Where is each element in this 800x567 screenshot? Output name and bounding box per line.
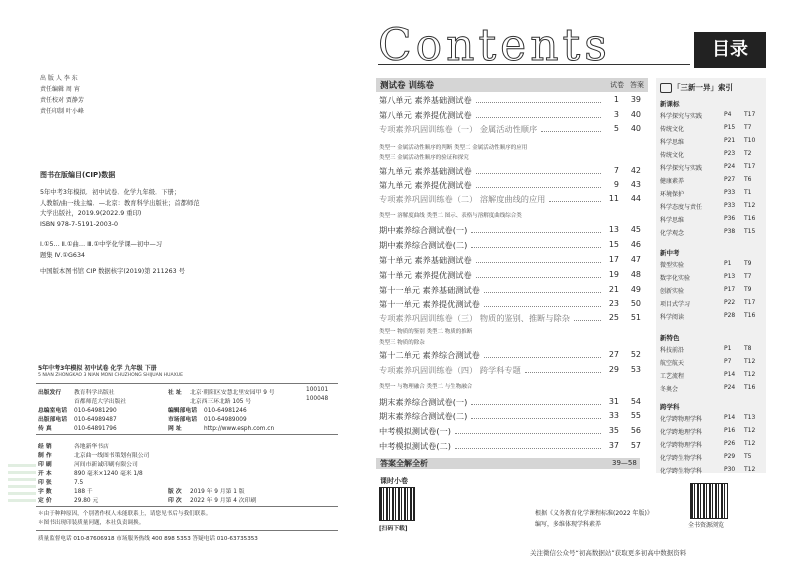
index-item-page: P22: [724, 299, 736, 306]
pub-row: 出版发行 教育科学出版社: [38, 390, 115, 396]
index-item-label: 科学思维: [660, 139, 685, 146]
index-item-label: 冬奥会: [660, 386, 679, 393]
index-item: [660, 414, 764, 424]
index-item-label: 科学探究与实践: [660, 113, 703, 120]
toc-leader-dots: [471, 247, 601, 248]
toc-row-label: 第八单元 素养基础测试卷: [379, 95, 472, 105]
bottom-note: 根据《义务教育化学课程标准(2022 年版)》: [535, 510, 653, 517]
toc-row-answer-page: 40: [630, 124, 641, 133]
index-group-title: 新特色: [660, 334, 680, 342]
index-item-label: 化学跨生物学科: [660, 455, 703, 462]
toc-row: [379, 411, 641, 424]
toc-row: [379, 180, 641, 193]
index-item: [660, 176, 764, 186]
index-item-page: P23: [724, 150, 736, 157]
index-item-question: T10: [744, 137, 756, 144]
toc-row-answer-page: 55: [630, 411, 641, 420]
print-row: 制 作 北京曲一线图书策划有限公司: [38, 453, 150, 459]
print-row-2: 版 次 2019 年 9 月第 1 版: [168, 489, 245, 495]
toc-row: [379, 270, 641, 283]
toc-leader-dots: [574, 320, 601, 321]
toc-row: [379, 110, 641, 123]
print-row-2: 印 次 2022 年 9 月第 4 次印刷: [168, 498, 257, 504]
pub-row-2: 编辑部电话 010-64981246: [168, 408, 247, 414]
index-group-title: 跨学科: [660, 403, 680, 411]
index-item-page: P26: [724, 440, 736, 447]
print-row: 开 本 890 毫米×1240 毫米 1/8: [38, 471, 143, 477]
toc-row-label: 第十一单元 素养提优测试卷: [379, 299, 480, 309]
index-item: [660, 440, 764, 450]
qr2-caption: 全书资源浏览: [688, 522, 725, 529]
toc-row-answer-page: 39: [630, 95, 641, 104]
toc-row-label: 期中素养综合测试卷(二): [379, 240, 468, 250]
index-item-page: P7: [724, 358, 732, 365]
index-item-question: T16: [744, 215, 756, 222]
toc-row-test-page: 5: [613, 124, 619, 133]
toc-row-test-page: 23: [608, 299, 619, 308]
index-item-page: P28: [724, 312, 736, 319]
col-answer-label: 答案: [630, 81, 644, 89]
toc-row-label: 中考模拟测试卷(二): [379, 441, 451, 451]
index-item-label: 传统文化: [660, 152, 685, 159]
index-item: [660, 124, 764, 134]
index-item-page: P15: [724, 124, 736, 131]
cip-line: 中国版本图书馆 CIP 数据核字(2019)第 211263 号: [40, 268, 185, 275]
toc-row-label: 第十二单元 素养综合测试卷: [379, 350, 480, 360]
toc-leader-dots: [455, 448, 601, 449]
index-item: [660, 111, 764, 121]
index-item: [660, 345, 764, 355]
index-item-page: P33: [724, 189, 736, 196]
index-item-label: 科学阅读: [660, 314, 685, 321]
index-item-page: P30: [724, 466, 736, 473]
index-item-question: T13: [744, 414, 756, 421]
col-test-label: 试卷: [610, 81, 624, 89]
toc-row-test-page: 33: [608, 411, 619, 420]
index-item: [660, 371, 764, 381]
index-item-label: 工艺流程: [660, 373, 685, 380]
toc-row: [379, 397, 641, 410]
book-pinyin: 5 NIAN ZHONGKAO 3 NIAN MONI CHUZHONG SHIJUAN HUAXUE: [38, 373, 184, 378]
section-header-label: 测试卷 训练卷: [380, 81, 434, 91]
contents-title: Contents: [378, 20, 611, 71]
note-line: ＊由于种种原因，个别著作权人未能联系上，请您见书后与我们联系。: [38, 511, 212, 517]
toc-row-answer-page: 53: [630, 365, 641, 374]
pub-row: 出版部电话 010-64989487: [38, 417, 117, 423]
toc-leader-dots: [476, 173, 601, 174]
toc-row-label: 专项素养巩固训练卷（一） 金属活动性顺序: [379, 124, 538, 134]
toc-row-test-page: 15: [608, 240, 619, 249]
cip-line: Ⅰ.①5… Ⅱ.①曲… Ⅲ.①中学化学课—初中—习: [40, 241, 163, 248]
index-item-question: T2: [744, 150, 752, 157]
index-item-label: 微型实验: [660, 262, 685, 269]
toc-row: [379, 95, 641, 108]
cip-title: 图书在版编目(CIP)数据: [40, 171, 116, 179]
toc-row-test-page: 29: [608, 365, 619, 374]
index-item-question: T6: [744, 176, 752, 183]
toc-row-answer-page: 42: [630, 166, 641, 175]
index-item-label: 化学跨生物学科: [660, 468, 703, 475]
index-item-page: P4: [724, 111, 732, 118]
index-item-page: P24: [724, 163, 736, 170]
pub-row: 传 真 010-64891796: [38, 426, 117, 432]
index-item: [660, 202, 764, 212]
toc-row-label: 第八单元 素养提优测试卷: [379, 110, 472, 120]
toc-leader-dots: [549, 201, 601, 202]
index-item-question: T17: [744, 163, 756, 170]
index-item-question: T16: [744, 384, 756, 391]
index-item-label: 健康素养: [660, 178, 685, 185]
cip-line: 题集 Ⅳ.①G634: [40, 251, 85, 259]
toc-row-label: 专项素养巩固训练卷（三） 物质的鉴别、推断与除杂: [379, 313, 570, 323]
index-item-question: T9: [744, 286, 752, 293]
credit-line: 责任校对 贾静芳: [40, 97, 84, 104]
index-item: [660, 163, 764, 173]
toc-row-label: 期末素养综合测试卷(一): [379, 397, 468, 407]
answer-bar-pages: 39—58: [612, 459, 637, 467]
toc-row-answer-page: 40: [630, 110, 641, 119]
toc-row: [379, 225, 641, 238]
toc-row-test-page: 37: [608, 441, 619, 450]
toc-row: [379, 285, 641, 298]
qr-code-icon[interactable]: [379, 487, 415, 521]
mulu-label: 目录: [694, 32, 766, 68]
toc-leader-dots: [484, 357, 601, 358]
index-item-label: 科技前沿: [660, 347, 685, 354]
index-item-page: P16: [724, 427, 736, 434]
index-item-question: T16: [744, 312, 756, 319]
index-item-page: P38: [724, 228, 736, 235]
index-item-question: T12: [744, 358, 756, 365]
index-item-question: T7: [744, 273, 752, 280]
toc-row-answer-page: 52: [630, 350, 641, 359]
print-row: 印 刷 河间市新诚印刷有限公司: [38, 462, 138, 468]
cip-line: 人教版/曲一线主编．—北京：教育科学出版社；首都师范: [40, 199, 200, 207]
page-footer: 关注微信公众号“初高数据站”获取更多初高中数据资料: [530, 549, 687, 557]
sub-types: 类型一 物质的鉴别 类型二 物质的推断: [379, 329, 473, 335]
toc-leader-dots: [476, 187, 601, 188]
toc-leader-dots: [476, 117, 601, 118]
index-item-question: T12: [744, 466, 756, 473]
index-item-page: P33: [724, 202, 736, 209]
index-item: [660, 260, 764, 270]
toc-leader-dots: [484, 292, 601, 293]
index-item-question: T1: [744, 189, 752, 196]
toc-row-answer-page: 48: [630, 270, 641, 279]
toc-row-test-page: 21: [608, 285, 619, 294]
toc-row-answer-page: 43: [630, 180, 641, 189]
qr1-title: 课时小卷: [380, 477, 408, 485]
toc-row-answer-page: 50: [630, 299, 641, 308]
toc-leader-dots: [541, 131, 601, 132]
index-item: [660, 273, 764, 283]
index-item-page: P1: [724, 345, 732, 352]
index-item-label: 项目式学习: [660, 301, 691, 308]
index-group-title: 新中考: [660, 249, 680, 257]
index-item-label: 化学跨物理学科: [660, 416, 703, 423]
toc-row: [379, 426, 641, 439]
index-item-label: 环境保护: [660, 191, 685, 198]
toc-row-label: 第九单元 素养基础测试卷: [379, 166, 472, 176]
index-item-page: P14: [724, 371, 736, 378]
index-item: [660, 228, 764, 238]
index-item-question: T8: [744, 345, 752, 352]
cip-line: ISBN 978-7-5191-2003-0: [40, 220, 119, 228]
index-item-label: 传统文化: [660, 126, 685, 133]
notes: [38, 510, 211, 528]
toc-row-test-page: 3: [613, 110, 619, 119]
index-item-question: T12: [744, 202, 756, 209]
index-item: [660, 427, 764, 437]
index-title: 「三新一异」索引: [673, 83, 733, 92]
index-item-label: 化学观念: [660, 230, 685, 237]
toc-row-test-page: 19: [608, 270, 619, 279]
pub-row-2: 社 址 北京·朝阳区安慧北里安园甲 9 号: [168, 390, 275, 396]
answer-bar-label: 答案全解全析: [380, 459, 428, 468]
index-item-page: P14: [724, 414, 736, 421]
index-item: [660, 453, 764, 463]
toc-row: [379, 299, 641, 312]
bottom-note: 编写，多维体现学科素养: [535, 521, 602, 528]
index-item: [660, 312, 764, 322]
index-item-question: T17: [744, 111, 756, 118]
toc-row: [379, 194, 641, 207]
toc-leader-dots: [471, 232, 601, 233]
cip-line: 大学出版社，2019.9(2022.9 重印): [40, 210, 142, 217]
toc-row-answer-page: 47: [630, 255, 641, 264]
toc-row-test-page: 35: [608, 426, 619, 435]
toc-row-label: 期末素养综合测试卷(二): [379, 411, 468, 421]
sub-types: 类型一 与物理融合 类型二 与生物融合: [379, 384, 473, 390]
index-item: [660, 384, 764, 394]
toc-leader-dots: [471, 418, 601, 419]
index-item-page: P24: [724, 384, 736, 391]
sub-types: 类型一 溶解度曲线 类型二 图示、表格与溶解度曲线综合类: [379, 213, 522, 219]
cip-block: [40, 188, 200, 278]
index-item-question: T12: [744, 440, 756, 447]
toc-row-test-page: 1: [613, 95, 619, 104]
index-item-label: 科学态度与责任: [660, 204, 703, 211]
zip: 100101: [306, 387, 329, 393]
toc-row-label: 第十一单元 素养基础测试卷: [379, 285, 480, 295]
toc-row-test-page: 11: [608, 194, 619, 203]
footer-phones: 质量监督电话 010-87606918 市场服务热线 400 898 5353 答疑电话 010-63735353: [38, 536, 258, 542]
note-line: ＊图书出现印装质量问题，本社负责调换。: [38, 520, 145, 526]
index-item-page: P27: [724, 176, 736, 183]
toc-row-label: 期中素养综合测试卷(一): [379, 225, 468, 235]
cip-line: 5年中考3年模拟．初中试卷．化学九年级．下册；: [40, 189, 181, 196]
index-item-page: P36: [724, 215, 736, 222]
index-item-page: P29: [724, 453, 736, 460]
pub-row-2: 网 址 http://www.esph.com.cn: [168, 426, 275, 432]
toc-row-test-page: 9: [613, 180, 619, 189]
index-item-question: T7: [744, 124, 752, 131]
toc-row: [379, 313, 641, 326]
toc-row: [379, 365, 641, 378]
title-rule: [378, 64, 690, 65]
toc-row-answer-page: 57: [630, 441, 641, 450]
index-icon: [660, 83, 672, 93]
pub-row-2: 北京西三环北路 105 号: [190, 399, 252, 405]
toc-row: [379, 166, 641, 179]
toc-row-test-page: 13: [608, 225, 619, 234]
index-group-title: 新课标: [660, 100, 680, 108]
toc-row: [379, 124, 641, 137]
index-item-label: 化学跨地理学科: [660, 429, 703, 436]
toc-row-answer-page: 49: [630, 285, 641, 294]
index-item-label: 科学思维: [660, 217, 685, 224]
index-item-label: 数字化实验: [660, 275, 691, 282]
pub-row: 总编室电话 010-64981290: [38, 408, 117, 414]
toc-row: [379, 240, 641, 253]
print-row: 定 价 29.80 元: [38, 498, 99, 504]
toc-leader-dots: [525, 372, 601, 373]
index-item: [660, 358, 764, 368]
index-item-question: T17: [744, 299, 756, 306]
sub-types: 类型三 物质的除杂: [379, 340, 425, 346]
credit-line: 出 版 人 李 东: [40, 75, 78, 82]
toc-row-test-page: 31: [608, 397, 619, 406]
pub-row: 首都师范大学出版社: [74, 399, 127, 405]
toc-row-answer-page: 51: [630, 313, 641, 322]
toc-row-answer-page: 44: [630, 194, 641, 203]
toc-row-label: 第十单元 素养基础测试卷: [379, 255, 472, 265]
print-row: 经 销 各地新华书店: [38, 444, 109, 450]
toc-row-test-page: 27: [608, 350, 619, 359]
toc-row-answer-page: 45: [630, 225, 641, 234]
toc-row-label: 专项素养巩固训练卷（二） 溶解度曲线的应用: [379, 194, 546, 204]
index-item: [660, 215, 764, 225]
toc-row-answer-page: 56: [630, 426, 641, 435]
index-item-label: 化学跨物理学科: [660, 442, 703, 449]
toc-row: [379, 350, 641, 363]
watermark: [8, 462, 36, 502]
index-item: [660, 299, 764, 309]
credits: [40, 73, 84, 117]
toc-leader-dots: [455, 433, 601, 434]
index-item-page: P1: [724, 260, 732, 267]
sub-types: 类型三 金属活动性顺序的验证和探究: [379, 155, 469, 161]
index-item-question: T12: [744, 427, 756, 434]
index-item-page: P17: [724, 286, 736, 293]
toc-row-test-page: 7: [613, 166, 619, 175]
toc-row-answer-page: 54: [630, 397, 641, 406]
index-item-label: 科学探究与实践: [660, 165, 703, 172]
toc-row: [379, 441, 641, 454]
credit-line: 责任编辑 周 宵: [40, 86, 80, 93]
index-item: [660, 286, 764, 296]
toc-row-test-page: 17: [608, 255, 619, 264]
qr-code-icon[interactable]: [690, 483, 728, 519]
index-item-label: 航空航天: [660, 360, 685, 367]
print-row: 印 张 7.5: [38, 480, 84, 486]
qr1-caption: [扫码下载]: [379, 526, 408, 532]
index-item: [660, 137, 764, 147]
index-item: [660, 189, 764, 199]
index-item-page: P21: [724, 137, 736, 144]
toc-row-answer-page: 46: [630, 240, 641, 249]
toc-leader-dots: [476, 102, 601, 103]
toc-row-test-page: 25: [608, 313, 619, 322]
toc-row: [379, 255, 641, 268]
index-item-page: P13: [724, 273, 736, 280]
toc-row-label: 第十单元 素养提优测试卷: [379, 270, 472, 280]
toc-row-label: 专项素养巩固训练卷（四） 跨学科专题: [379, 365, 521, 375]
toc-row-label: 第九单元 素养提优测试卷: [379, 180, 472, 190]
zip: 100048: [306, 396, 329, 402]
credit-line: 责任印制 叶小峰: [40, 108, 84, 115]
toc-row-label: 中考模拟测试卷(一): [379, 426, 451, 436]
index-item: [660, 150, 764, 160]
index-item: [660, 466, 764, 476]
book-name: 5年中考3年模拟 初中试卷 化学 九年级 下册: [38, 365, 157, 372]
toc-leader-dots: [471, 404, 601, 405]
index-item-label: 创新实验: [660, 288, 685, 295]
toc-leader-dots: [484, 306, 601, 307]
toc-leader-dots: [476, 277, 601, 278]
pub-row-2: 市场部电话 010-64989009: [168, 417, 247, 423]
index-item-question: T15: [744, 228, 756, 235]
sub-types: 类型一 金属活动性顺序的判断 类型二 金属活动性顺序的应用: [379, 145, 528, 151]
index-item-question: T12: [744, 371, 756, 378]
cip-line: [40, 230, 200, 240]
toc-leader-dots: [476, 262, 601, 263]
index-item-question: T5: [744, 453, 752, 460]
print-row: 字 数 188 千: [38, 489, 93, 495]
index-item-question: T9: [744, 260, 752, 267]
